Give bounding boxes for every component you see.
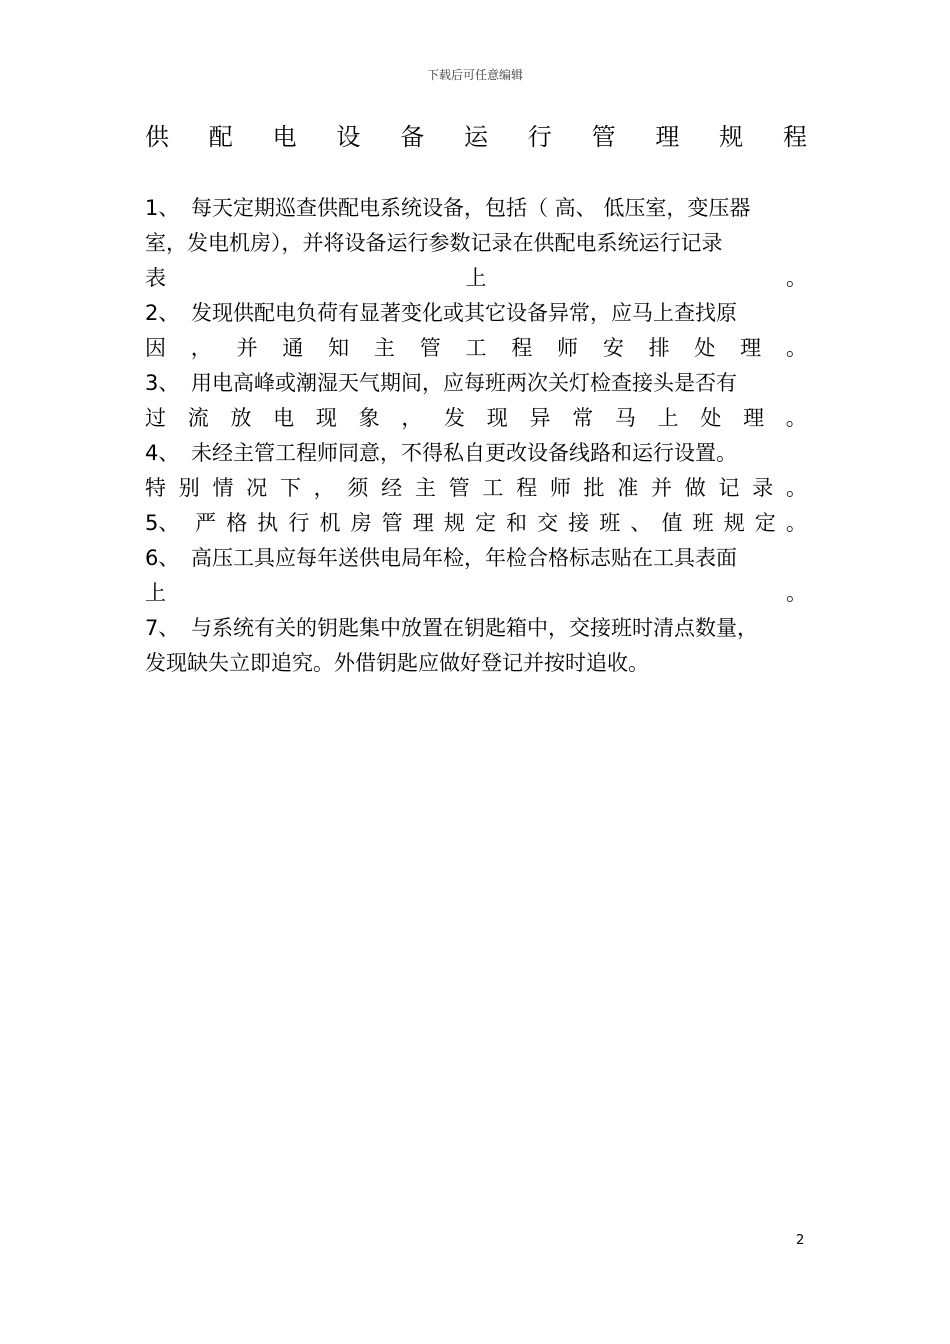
title-char: 配: [208, 123, 233, 151]
rule-text-token: 管: [419, 336, 441, 360]
rule-text-token: 定: [474, 511, 496, 535]
rule-number: 7、: [145, 616, 180, 640]
title-char: 理: [655, 123, 680, 151]
rule-text-token: 特: [145, 476, 166, 500]
rule-text-token: 管: [448, 476, 470, 500]
rule-text-token: ，: [401, 406, 423, 430]
rule-text-token: 流: [187, 406, 209, 430]
rule-text-token: 。: [785, 511, 807, 535]
rule-text-token: 准: [617, 476, 639, 500]
rule-text-token: 房: [350, 511, 372, 535]
rule-text-token: 工: [465, 336, 487, 360]
rule-text-token: 理: [743, 406, 765, 430]
rule-text-token: 并: [651, 476, 673, 500]
rule-text-token: 象: [358, 406, 380, 430]
rule-number: 6、: [145, 546, 180, 570]
rule-text-token: 下: [279, 476, 301, 500]
title-char: 运: [463, 123, 488, 151]
rule-text-token: 和: [506, 511, 528, 535]
rule-text-token: 放: [230, 406, 252, 430]
rule-line: [145, 261, 807, 296]
rule-text-token: 。: [786, 581, 807, 605]
rule-line: [145, 436, 807, 471]
rule-text-token: 管: [381, 511, 403, 535]
rule-line: [145, 366, 807, 401]
rule-text-token: 情: [212, 476, 234, 500]
rule-text-token: 常: [572, 406, 594, 430]
rule-line: [145, 471, 807, 506]
rule-text-token: 规: [723, 511, 745, 535]
title-char: 行: [527, 123, 552, 151]
rule-number: 5、: [145, 511, 180, 535]
rule-line: [145, 296, 807, 331]
rule-text-token: 因: [145, 336, 166, 360]
rule-text-token: 工: [482, 476, 504, 500]
rule-text-token: 处: [700, 406, 722, 430]
rule-text: 与系统有关的钥匙集中放置在钥匙箱中，交接班时清点数量，: [191, 616, 758, 640]
rule-text-token: 师: [557, 336, 579, 360]
rule-text: 高压工具应每年送供电局年检，年检合格标志贴在工具表面: [191, 546, 737, 570]
rule-text-token: 况: [246, 476, 268, 500]
rule-number: 2、: [145, 301, 180, 325]
rule-text-token: 经: [381, 476, 403, 500]
rule-text-token: 上: [145, 581, 166, 605]
rule-text: 室，发电机房），并将设备运行参数记录在供配电系统运行记录: [145, 231, 723, 255]
rule-text-token: 主: [414, 476, 436, 500]
rule-text: 发现缺失立即追究。外借钥匙应做好登记并按时追收。: [145, 651, 649, 675]
title-char: 程: [782, 123, 807, 151]
rule-text-token: 理: [740, 336, 762, 360]
rule-text-token: 处: [694, 336, 716, 360]
rule-text-token: 上: [465, 266, 487, 290]
rule-text-token: 知: [328, 336, 350, 360]
rule-text-token: 行: [288, 511, 310, 535]
rule-text-token: 录: [752, 476, 774, 500]
rule-text-token: 别: [178, 476, 200, 500]
rule-text-token: 马: [614, 406, 636, 430]
rule-text-token: 现: [315, 406, 337, 430]
rule-text-token: 、: [630, 511, 652, 535]
rule-text: 每天定期巡查供配电系统设备，包括（ 高、 低压室，变压器: [191, 196, 751, 220]
rule-text-token: 电: [273, 406, 295, 430]
rule-text-token: 规: [443, 511, 465, 535]
rule-number: 3、: [145, 371, 180, 395]
title-char: 电: [272, 123, 297, 151]
rule-text-token: 接: [568, 511, 590, 535]
rule-text-token: 理: [412, 511, 434, 535]
rule-text-token: 。: [785, 476, 807, 500]
rule-text-token: 。: [785, 336, 807, 360]
rule-line: [145, 226, 807, 261]
rule-text-token: 班: [599, 511, 621, 535]
rule-line: [145, 506, 807, 541]
rule-text-token: 须: [347, 476, 369, 500]
rule-number: 4、: [145, 441, 180, 465]
rule-text-token: 安: [602, 336, 624, 360]
rule-line: [145, 191, 807, 226]
rule-text-token: 并: [236, 336, 258, 360]
rule-text: 用电高峰或潮湿天气期间，应每班两次关灯检查接头是否有: [191, 371, 737, 395]
rule-text: 未经主管工程师同意，不得私自更改设备线路和运行设置。: [191, 441, 737, 465]
rules-list: [145, 191, 807, 681]
rule-text-token: 现: [486, 406, 508, 430]
rule-text-token: 过: [145, 406, 166, 430]
document-title: [145, 120, 807, 154]
rule-text-token: 。: [785, 406, 807, 430]
rule-line: [145, 331, 807, 366]
rule-text-token: ，: [190, 336, 212, 360]
title-char: 管: [591, 123, 616, 151]
rule-text-token: 师: [549, 476, 571, 500]
rule-line: [145, 611, 807, 646]
title-char: 备: [400, 123, 425, 151]
rule-text-token: 值: [661, 511, 683, 535]
rule-text-token: 交: [537, 511, 559, 535]
rule-text: 发现供配电负荷有显著变化或其它设备异常，应马上查找原: [191, 301, 737, 325]
rule-text-token: 表: [145, 266, 166, 290]
rule-text-token: 程: [516, 476, 538, 500]
title-char: 设: [336, 123, 361, 151]
rule-text-token: 机: [319, 511, 341, 535]
rule-number: 1、: [145, 196, 180, 220]
rule-line: [145, 401, 807, 436]
rule-text-token: 排: [648, 336, 670, 360]
page-number: 2: [796, 1233, 805, 1248]
rule-text-token: 执: [257, 511, 279, 535]
rule-line: [145, 646, 807, 681]
rule-text-token: 上: [657, 406, 679, 430]
rule-text-token: 班: [692, 511, 714, 535]
rule-text-token: 发: [444, 406, 466, 430]
rule-text-token: 做: [684, 476, 706, 500]
rule-text-token: 异: [529, 406, 551, 430]
rule-line: [145, 576, 807, 611]
header-note: 下载后可任意编辑: [426, 68, 523, 82]
rule-text-token: 定: [754, 511, 776, 535]
rule-text-token: ，: [313, 476, 335, 500]
rule-line: [145, 541, 807, 576]
rule-text-token: 格: [226, 511, 248, 535]
rule-text-token: 程: [511, 336, 533, 360]
rule-text-token: 通: [282, 336, 304, 360]
rule-text-token: 主: [373, 336, 395, 360]
rule-text-token: 。: [786, 266, 807, 290]
rule-text-token: 记: [718, 476, 740, 500]
title-char: 供: [145, 123, 169, 151]
rule-text-token: 严: [195, 511, 217, 535]
rule-text-token: 批: [583, 476, 605, 500]
title-char: 规: [719, 123, 744, 151]
